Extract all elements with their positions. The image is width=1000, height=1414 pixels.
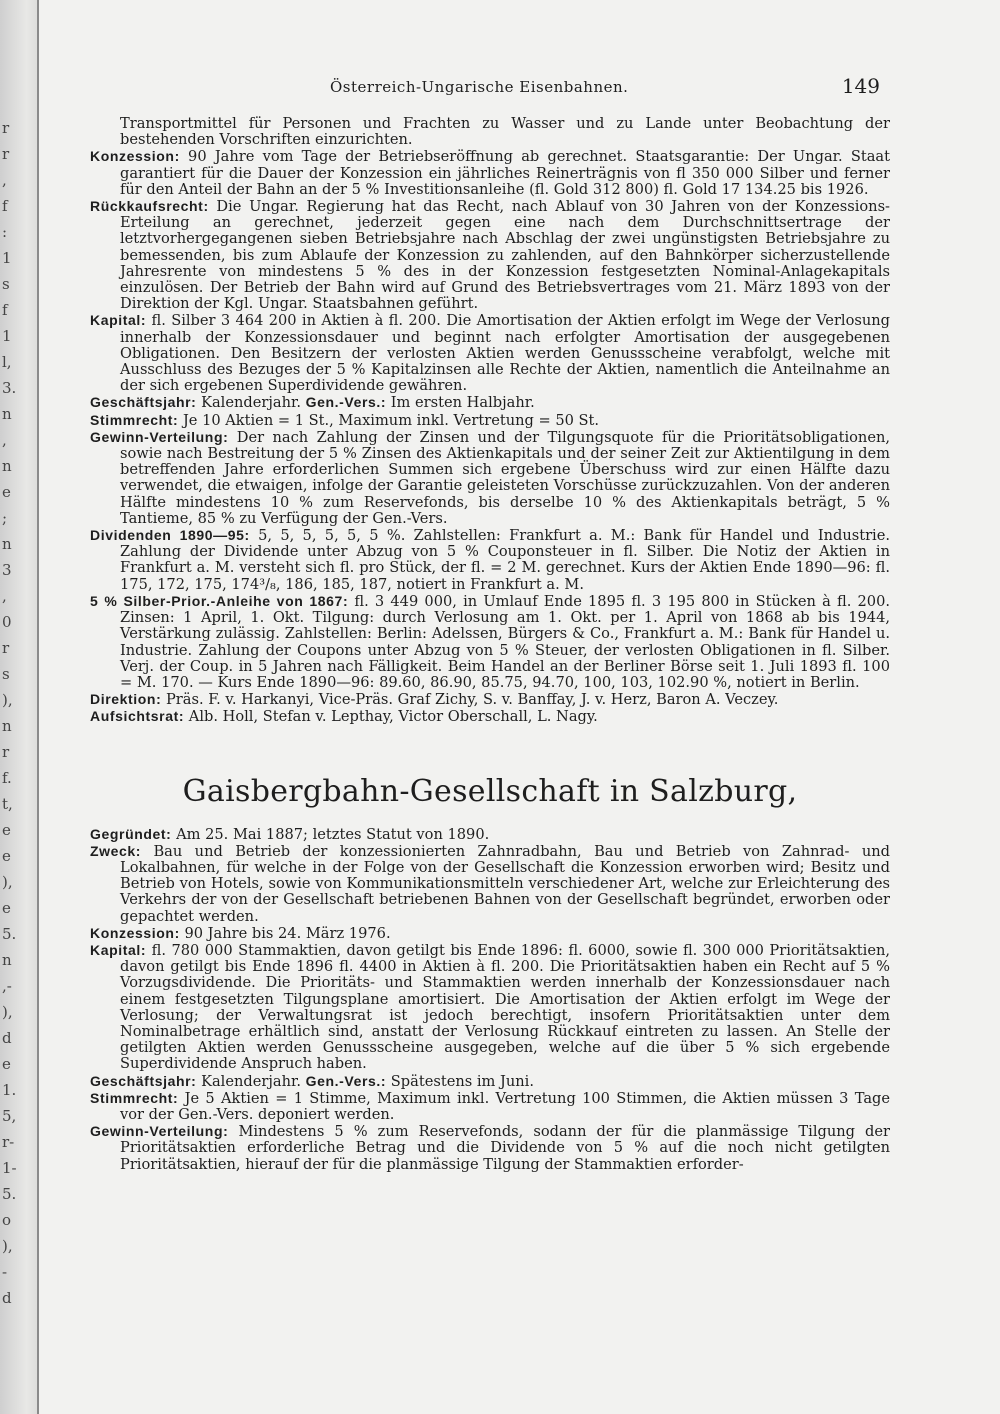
- margin-fragment: t,: [2, 795, 13, 813]
- entry-text: Alb. Holl, Stefan v. Lepthay, Victor Oberschall, L. Nagy.: [188, 708, 598, 726]
- entry-text: Kalenderjahr.: [201, 1072, 301, 1090]
- margin-fragment: 1: [2, 249, 12, 267]
- margin-fragment: r: [2, 743, 10, 761]
- entry-kapital: [90, 942, 890, 1073]
- entry-text: Kalenderjahr.: [201, 394, 301, 412]
- entry-dividenden: [90, 527, 890, 593]
- entry-text: Präs. F. v. Harkanyi, Vice-Präs. Graf Zichy, S. v. Banffay, J. v. Herz, Baron A. Veczey.: [165, 691, 779, 709]
- margin-fragment: n: [2, 405, 12, 423]
- entry-stimmrecht: [90, 412, 890, 429]
- entry-geschaeftsjahr: [90, 1073, 890, 1090]
- entry-label: Konzession:: [90, 148, 180, 165]
- entry-label-genvers: Gen.-Vers.:: [305, 1072, 387, 1089]
- section-title-gaisbergbahn: Gaisbergbahn-Gesellschaft in Salzburg,: [182, 773, 798, 809]
- entry-label: Aufsichtsrat:: [90, 708, 185, 725]
- margin-fragment: ,: [2, 587, 7, 605]
- entry-label: Geschäftsjahr:: [90, 394, 197, 411]
- margin-fragment: 1-: [2, 1159, 17, 1177]
- page-header: [90, 74, 890, 100]
- entry-label-genvers: Gen.-Vers.:: [305, 394, 387, 411]
- entry-label: Konzession:: [90, 924, 180, 941]
- page-body: [90, 116, 890, 1173]
- margin-fragment: ),: [2, 873, 13, 891]
- margin-fragment: ,: [2, 171, 7, 189]
- entry-zweck: [90, 843, 890, 925]
- margin-fragment: e: [2, 821, 11, 839]
- entry-stimmrecht: [90, 1090, 890, 1123]
- entry-prior-anleihe: [90, 593, 890, 691]
- entry-text: Je 10 Aktien = 1 St., Maximum inkl. Vertretung = 50 St.: [182, 411, 600, 429]
- entry-rueckkaufsrecht: [90, 198, 890, 312]
- margin-fragment: ;: [2, 509, 8, 527]
- section-gaisbergbahn: [90, 826, 890, 1173]
- margin-fragment: d: [2, 1029, 12, 1047]
- margin-fragment: ),: [2, 1003, 13, 1021]
- margin-fragment: e: [2, 1055, 11, 1073]
- margin-fragment: r: [2, 639, 10, 657]
- entry-label: Dividenden 1890—95:: [90, 527, 250, 544]
- margin-fragment: n: [2, 717, 12, 735]
- entry-label: Gewinn-Verteilung:: [90, 1123, 229, 1140]
- margin-fragment: d: [2, 1289, 12, 1307]
- entry-text: Transportmittel für Personen und Frachten zu Wasser und zu Lande unter Beobachtung der bestehenden Vorschriften einzurichten.: [120, 115, 890, 149]
- entry-text: Bau und Betrieb der konzessionierten Zahnradbahn, Bau und Betrieb von Zahnrad- und Lokalbahnen, für welche in der Folge von der Gesellschaft die Konzession erworben wird; Besitz und Betrieb von Hotels, sowie von Kommunikationsmitteln verschiedener Art, welche zur Erleichterung des Verkehrs der von der Gesellschaft betriebenen Bahnen von der Gesellschaft begründet, erworben oder gepachtet werden.: [120, 842, 890, 925]
- entry-text: Am 25. Mai 1887; letztes Statut von 1890.: [176, 825, 490, 843]
- entry-label: Geschäftsjahr:: [90, 1072, 197, 1089]
- entry-direktion: [90, 691, 890, 708]
- entry-text: 90 Jahre vom Tage der Betriebseröffnung ab gerechnet. Staatsgarantie: Der Ungar. Staat garantiert für die Dauer der Konzession ein jährliches Reinerträgnis von fl 350 000 Silber und ferner für den Anteil der Bahn an der 5 % Investitionsanleihe (fl. Gold 312 800) fl. Gold 17 134.25 bis 1926.: [120, 148, 891, 198]
- entry-gegruendet: [90, 826, 890, 843]
- margin-fragment: ),: [2, 691, 13, 709]
- entry-gewinn-verteilung: [90, 1123, 890, 1173]
- entry-text: fl. 780 000 Stammaktien, davon getilgt bis Ende 1896: fl. 6000, sowie fl. 300 000 Prioritätsaktien, davon getilgt bis Ende 1896 fl. 4400 in Aktien à fl. 200. Die Prioritätsaktien haben ein Recht auf 5 % Vorzugsdividende. Die Prioritäts- und Stammaktien werden innerhalb der Konzessionsdauer nach einem festgesetzten Tilgungsplane amortisiert. Die Amortisation der Aktien erfolgt im Wege der Verlosung; der Verwaltungsrat ist jedoch berechtigt, insofern Prioritätsaktien unter dem Nominalbetrage erhältlich sind, anstatt der Verlosung Rückkauf eintreten zu lassen. An Stelle der getilgten Aktien werden Genussscheine ausgegeben, welche auf die über 5 % sich ergebende Superdividende Anspruch haben.: [120, 941, 890, 1073]
- entry-label: Zweck:: [90, 842, 142, 859]
- entry-aufsichtsrat: [90, 708, 890, 725]
- margin-fragment: l,: [2, 353, 12, 371]
- page-number: 149: [841, 74, 880, 98]
- entry-konzession: [90, 925, 890, 942]
- margin-fragment: n: [2, 535, 12, 553]
- entry-label: 5 % Silber-Prior.-Anleihe von 1867:: [90, 592, 349, 609]
- margin-fragment: e: [2, 847, 11, 865]
- margin-fragment: s: [2, 275, 10, 293]
- margin-fragment: r: [2, 145, 10, 163]
- margin-fragment: e: [2, 483, 11, 501]
- entry-text: Mindestens 5 % zum Reservefonds, sodann der für die planmässige Tilgung der Prioritätsaktien erforderliche Betrag und die Dividende von 5 % auf die noch nicht getilgten Prioritätsaktien, hierauf der für die planmässige Tilgung der Stammaktien erforder-: [120, 1123, 890, 1173]
- margin-fragment: ,-: [2, 977, 12, 995]
- margin-fragment: ),: [2, 1237, 13, 1255]
- margin-fragment: 5.: [2, 1185, 17, 1203]
- entry-text: 90 Jahre bis 24. März 1976.: [184, 924, 391, 942]
- entry-text: Der nach Zahlung der Zinsen und der Tilgungsquote für die Prioritätsobligationen, sowie nach Bestreitung der 5 % Zinsen des Aktienkapitals und der seiner Zeit zur Aktientilgung in dem betreffenden Jahre erforderlichen Summen sich ergebene Überschuss wird zur einen Hälfte dazu verwendet, die etwaigen, infolge der Garantie geleisteten Vorschüsse zurückzuzahlen. Von der anderen Hälfte mindestens 10 % zum Reservefonds, bis derselbe 10 % des Aktienkapitals beträgt, 5 % Tantieme, 85 % zu Verfügung der Gen.-Vers.: [120, 428, 890, 527]
- entry-text-genvers: Im ersten Halbjahr.: [390, 394, 535, 412]
- entry-label: Direktion:: [90, 691, 162, 708]
- entry-konzession: [90, 148, 890, 198]
- entry-text: Je 5 Aktien = 1 Stimme, Maximum inkl. Vertretung 100 Stimmen, die Aktien müssen 3 Tage vor der Gen.-Vers. deponiert werden.: [120, 1089, 890, 1123]
- entry-label: Gewinn-Verteilung:: [90, 428, 229, 445]
- entry-text: fl. Silber 3 464 200 in Aktien à fl. 200. Die Amortisation der Aktien erfolgt im Wege der Verlosung innerhalb der Konzessionsdauer und beginnt nach erfolgter Amortisation der ausgegebenen Obligationen. Den Besitzern der verlosten Aktien werden Genussscheine verabfolgt, welche mit Ausschluss des Bezuges der 5 % Kapitalzinsen alle Rechte der Aktien, namentlich die Anteilnahme an der sich ergebenen Superdividende gewähren.: [120, 312, 891, 395]
- entry-continuation: [90, 116, 890, 148]
- margin-fragment: r-: [2, 1133, 15, 1151]
- margin-fragment: f: [2, 197, 8, 215]
- margin-fragment: 1.: [2, 1081, 17, 1099]
- entry-text: 5, 5, 5, 5, 5, 5 %. Zahlstellen: Frankfurt a. M.: Bank für Handel und Industrie. Zahlung der Dividende unter Abzug von 5 % Couponsteuer in fl. Silber. Die Notiz der Aktien in Frankfurt a. M. versteht sich fl. pro Stück, der fl. = 2 M. gerechnet. Kurs der Aktien Ende 1890—96: fl. 175, 172, 175, 174³/₈, 186, 185, 187, notiert in Frankfurt a. M.: [120, 527, 891, 593]
- entry-label: Stimmrecht:: [90, 411, 179, 428]
- margin-fragment: 3: [2, 561, 12, 579]
- entry-label: Kapital:: [90, 312, 147, 329]
- entry-label: Kapital:: [90, 941, 147, 958]
- entry-gewinn-verteilung: [90, 429, 890, 527]
- entry-label: Stimmrecht:: [90, 1089, 179, 1106]
- margin-fragment: n: [2, 457, 12, 475]
- entry-label: Rückkaufsrecht:: [90, 198, 209, 215]
- entry-kapital: [90, 312, 890, 394]
- binding-edge-line: [37, 0, 39, 1414]
- margin-fragment: o: [2, 1211, 12, 1229]
- entry-text: fl. 3 449 000, in Umlauf Ende 1895 fl. 3 195 800 in Stücken à fl. 200. Zinsen: 1 April, 1. Okt. Tilgung: durch Verlosung am 1. Okt. per 1. April von 1868 ab bis 1944, Verstärkung zulässig. Zahlstellen: Berlin: Adelssen, Bürgers & Co., Frankfurt a. M.: Bank für Handel u. Industrie. Zahlung der Coupons unter Abzug von 5 % Steuer, der verlosten Obligationen in fl. Silber. Verj. der Coup. in 5 Jahren nach Fälligkeit. Beim Handel an der Berliner Börse seit 1. Juli 1893 fl. 100 = M. 170. — Kurs Ende 1890—96: 89.60, 86.90, 85.75, 94.70, 100, 103, 102.90 %, notiert in Berlin.: [120, 592, 891, 691]
- margin-fragment: s: [2, 665, 10, 683]
- margin-fragment: 3.: [2, 379, 17, 397]
- section-hungarian-railway: [90, 116, 890, 726]
- margin-fragment: e: [2, 899, 11, 917]
- entry-text: Die Ungar. Regierung hat das Recht, nach Ablauf von 30 Jahren von der Konzessions-Erteilung an gerechnet, jederzeit gegen eine nach dem Durchschnittsertrage der letztvorhergegangenen sieben Betriebsjahre nach Abschlag der zwei ungünstigsten Betriebsjahre zu bemessenden, bis zum Ablaufe der Konzession zu zahlenden, auf den Bahnkörper sicherzustellende Jahresrente von mindestens 5 % des in der Konzession festgesetzten Nominal-Anlagekapitals einzulösen. Der Betrieb der Bahn wird auf Grund des Betriebsvertrages vom 21. März 1893 von der Direktion der Kgl. Ungar. Staatsbahnen geführt.: [120, 198, 890, 313]
- margin-fragment: f.: [2, 769, 12, 787]
- margin-fragment: r: [2, 119, 10, 137]
- running-head: Österreich-Ungarische Eisenbahnen.: [330, 78, 629, 96]
- margin-fragment: 5,: [2, 1107, 17, 1125]
- margin-fragment: :: [2, 223, 8, 241]
- margin-fragment: -: [2, 1263, 8, 1281]
- margin-fragment: ,: [2, 431, 7, 449]
- margin-fragment: 5.: [2, 925, 17, 943]
- margin-fragment: 1: [2, 327, 12, 345]
- margin-fragment: f: [2, 301, 8, 319]
- entry-label: Gegründet:: [90, 825, 172, 842]
- entry-geschaeftsjahr: [90, 394, 890, 411]
- entry-text-genvers: Spätestens im Juni.: [390, 1072, 534, 1090]
- margin-fragment: 0: [2, 613, 12, 631]
- margin-fragment: n: [2, 951, 12, 969]
